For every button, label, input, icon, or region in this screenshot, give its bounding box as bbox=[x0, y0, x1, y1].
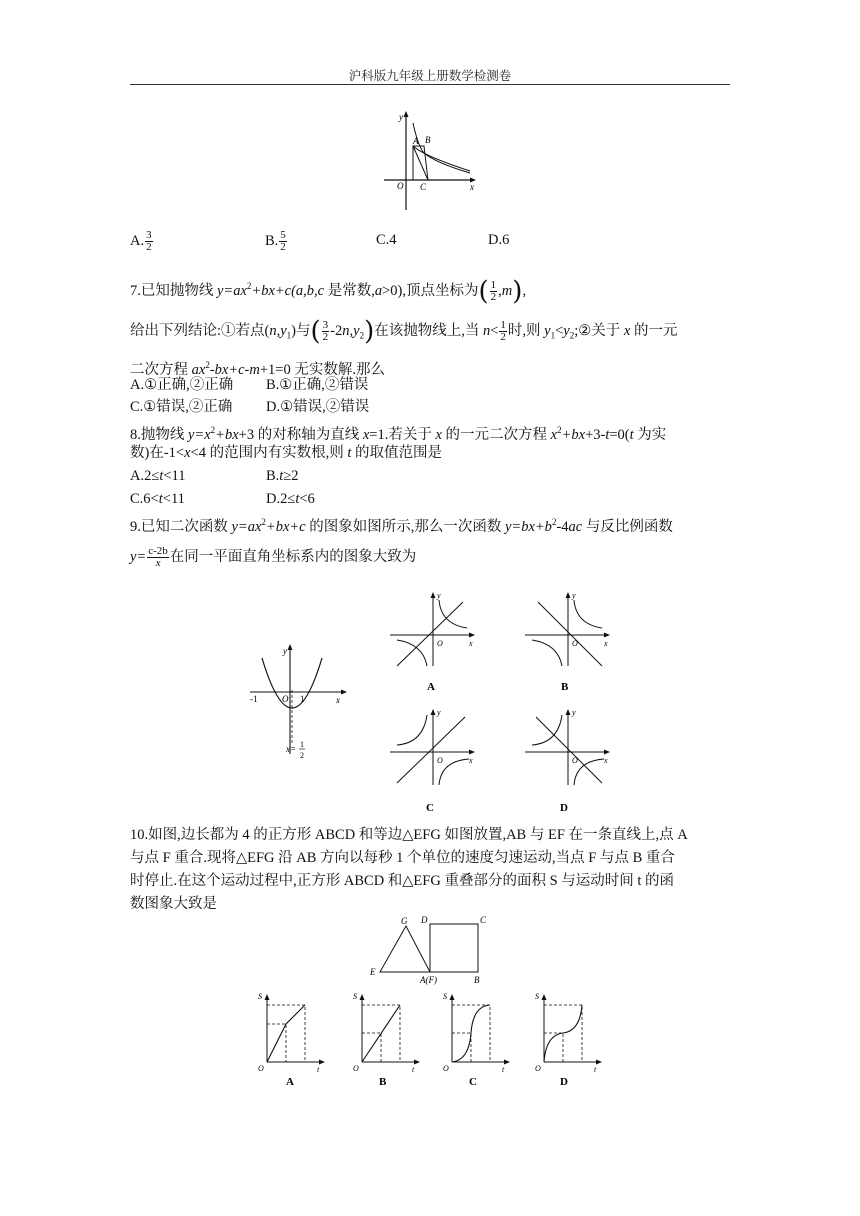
q9-axis-num: 1 bbox=[300, 740, 304, 749]
svg-text:O: O bbox=[353, 1064, 359, 1073]
svg-text:O: O bbox=[572, 639, 578, 648]
q7-line-3: 二次方程 $ax^2-bx+c-m+1=0$ 无实数解.那么 bbox=[130, 360, 385, 378]
q10-b-label: B bbox=[474, 975, 480, 985]
q9-parabola-x-label: x bbox=[336, 695, 340, 705]
q8-line-1: 8.抛物线 $y=x^2+bx+3$ 的对称轴为直线 x=1.若关于 x 的一元二次方程 $x^2+bx+3-t=0(t$ 为实 bbox=[130, 425, 667, 443]
page-header: 沪科版九年级上册数学检测卷 bbox=[348, 68, 512, 83]
q9-parabola-origin: O bbox=[282, 694, 289, 704]
q6-a-label: A bbox=[413, 136, 419, 146]
q8-option-b[interactable]: B.t≥2 bbox=[266, 468, 299, 484]
q10-line-3: 时停止.在这个运动过程中,正方形 ABCD 和△EFG 重叠部分的面积 S 与运动时间 t 的函 bbox=[130, 873, 675, 889]
q9-choice-d[interactable] bbox=[520, 705, 620, 815]
q9-parabola-figure bbox=[248, 640, 358, 765]
q8-option-c[interactable]: C.6<t<11 bbox=[130, 491, 185, 507]
svg-text:t: t bbox=[502, 1065, 505, 1074]
q10-line-1: 10.如图,边长都为 4 的正方形 ABCD 和等边△EFG 如图放置,AB 与 EF 在一条直线上,点 A bbox=[130, 827, 688, 843]
q6-c-label: C bbox=[420, 182, 427, 192]
q10-choice-b[interactable] bbox=[350, 988, 425, 1088]
q9-choice-c-label: C bbox=[426, 802, 434, 814]
q9-choice-a-label: A bbox=[427, 681, 435, 693]
svg-text:S: S bbox=[535, 992, 539, 1001]
svg-text:O: O bbox=[437, 756, 443, 765]
svg-text:t: t bbox=[317, 1065, 320, 1074]
q9-choice-b[interactable] bbox=[520, 588, 620, 698]
q10-e-label: E bbox=[370, 967, 376, 977]
q10-choice-b-label: B bbox=[379, 1076, 387, 1088]
q10-choice-d-label: D bbox=[560, 1076, 568, 1088]
svg-text:y: y bbox=[437, 708, 441, 717]
q9-choice-d-label: D bbox=[560, 802, 568, 814]
svg-text:x: x bbox=[469, 639, 473, 648]
q10-choice-c[interactable] bbox=[440, 988, 515, 1088]
q9-line-1: 9.已知二次函数 $y=ax^2+bx+c$ 的图象如图所示,那么一次函数 $y=bx+b^2-4ac$ 与反比例函数 bbox=[130, 517, 673, 535]
q7-option-c[interactable]: C.①错误,②正确 bbox=[130, 399, 233, 415]
q7-option-d[interactable]: D.①错误,②错误 bbox=[266, 399, 370, 415]
svg-text:y: y bbox=[572, 708, 576, 717]
q10-choice-a-label: A bbox=[286, 1076, 294, 1088]
q9-axis-equation: x= bbox=[286, 744, 297, 754]
q10-figure bbox=[368, 912, 498, 984]
q10-line-4: 数图象大致是 bbox=[130, 896, 217, 912]
q6-y-label: y bbox=[399, 112, 403, 122]
q6-origin-label: O bbox=[397, 181, 404, 191]
svg-text:O: O bbox=[572, 756, 578, 765]
q6-option-a-fraction: $\frac{3}{2}$ bbox=[146, 229, 152, 253]
q9-parabola-one: 1 bbox=[300, 694, 305, 704]
q7-line-1: 7.已知抛物线 $y=ax^2+bx+c(a,b,c$ 是常数,a>0),顶点坐标为( $\frac{1}{2}$ ,m), bbox=[130, 276, 527, 307]
svg-text:O: O bbox=[443, 1064, 449, 1073]
svg-text:t: t bbox=[594, 1065, 597, 1074]
svg-text:x: x bbox=[604, 639, 608, 648]
q9-choice-a[interactable] bbox=[385, 588, 485, 698]
q6-option-d[interactable]: D.6 bbox=[488, 232, 510, 248]
q6-option-a[interactable]: A. $\frac{3}{2}$ bbox=[130, 229, 152, 253]
q8-line-2: 数)在-1<x<4 的范围内有实数根,则 t 的取值范围是 bbox=[130, 445, 442, 461]
q6-b-label: B bbox=[425, 135, 431, 145]
q10-choice-c-label: C bbox=[469, 1076, 477, 1088]
q7-line-2: 给出下列结论:①若点$(n,y_1)$与( $\frac{3}{2}$ $-2n,y_2$)在该抛物线上,当 n< $\frac{1}{2}$ 时,则 $y_1<y_2;②$关于 x 的一元 bbox=[130, 316, 678, 347]
header-rule bbox=[130, 84, 730, 85]
q10-d-label: D bbox=[421, 915, 428, 925]
q8-option-a[interactable]: A.2≤t<11 bbox=[130, 468, 186, 484]
q9-parabola-y-label: y bbox=[283, 646, 287, 656]
q9-line-2: y= $\frac{c-2b}{x}$在同一平面直角坐标系内的图象大致为 bbox=[130, 545, 417, 569]
q10-af-label: A(F) bbox=[420, 975, 437, 985]
q6-option-b-fraction: $\frac{5}{2}$ bbox=[280, 229, 286, 253]
q6-option-b[interactable]: B. $\frac{5}{2}$ bbox=[265, 229, 286, 253]
q9-choice-b-label: B bbox=[561, 681, 569, 693]
svg-text:S: S bbox=[258, 992, 262, 1001]
q10-line-2: 与点 F 重合.现将△EFG 沿 AB 方向以每秒 1 个单位的速度匀速运动,当点 F 与点 B 重合 bbox=[130, 850, 675, 866]
svg-text:x: x bbox=[604, 756, 608, 765]
svg-text:y: y bbox=[437, 591, 441, 600]
q9-axis-den: 2 bbox=[300, 751, 304, 760]
q6-x-label: x bbox=[470, 182, 474, 192]
svg-text:O: O bbox=[258, 1064, 264, 1073]
svg-text:S: S bbox=[443, 992, 447, 1001]
svg-text:O: O bbox=[535, 1064, 541, 1073]
q9-choice-c[interactable] bbox=[385, 705, 485, 815]
q8-option-d[interactable]: D.2≤t<6 bbox=[266, 491, 315, 507]
q7-option-b[interactable]: B.①正确,②错误 bbox=[266, 377, 369, 393]
svg-text:x: x bbox=[469, 756, 473, 765]
q7-option-a[interactable]: A.①正确,②正确 bbox=[130, 377, 234, 393]
svg-text:y: y bbox=[572, 591, 576, 600]
q6-figure bbox=[380, 108, 480, 213]
svg-text:O: O bbox=[437, 639, 443, 648]
svg-text:S: S bbox=[353, 992, 357, 1001]
q9-parabola-neg1: -1 bbox=[250, 694, 258, 704]
q10-choice-d[interactable] bbox=[532, 988, 607, 1088]
q10-choice-a[interactable] bbox=[255, 988, 330, 1088]
q10-c-label: C bbox=[480, 915, 487, 925]
q6-option-c[interactable]: C.4 bbox=[376, 232, 397, 248]
svg-text:t: t bbox=[412, 1065, 415, 1074]
q10-g-label: G bbox=[401, 916, 408, 926]
